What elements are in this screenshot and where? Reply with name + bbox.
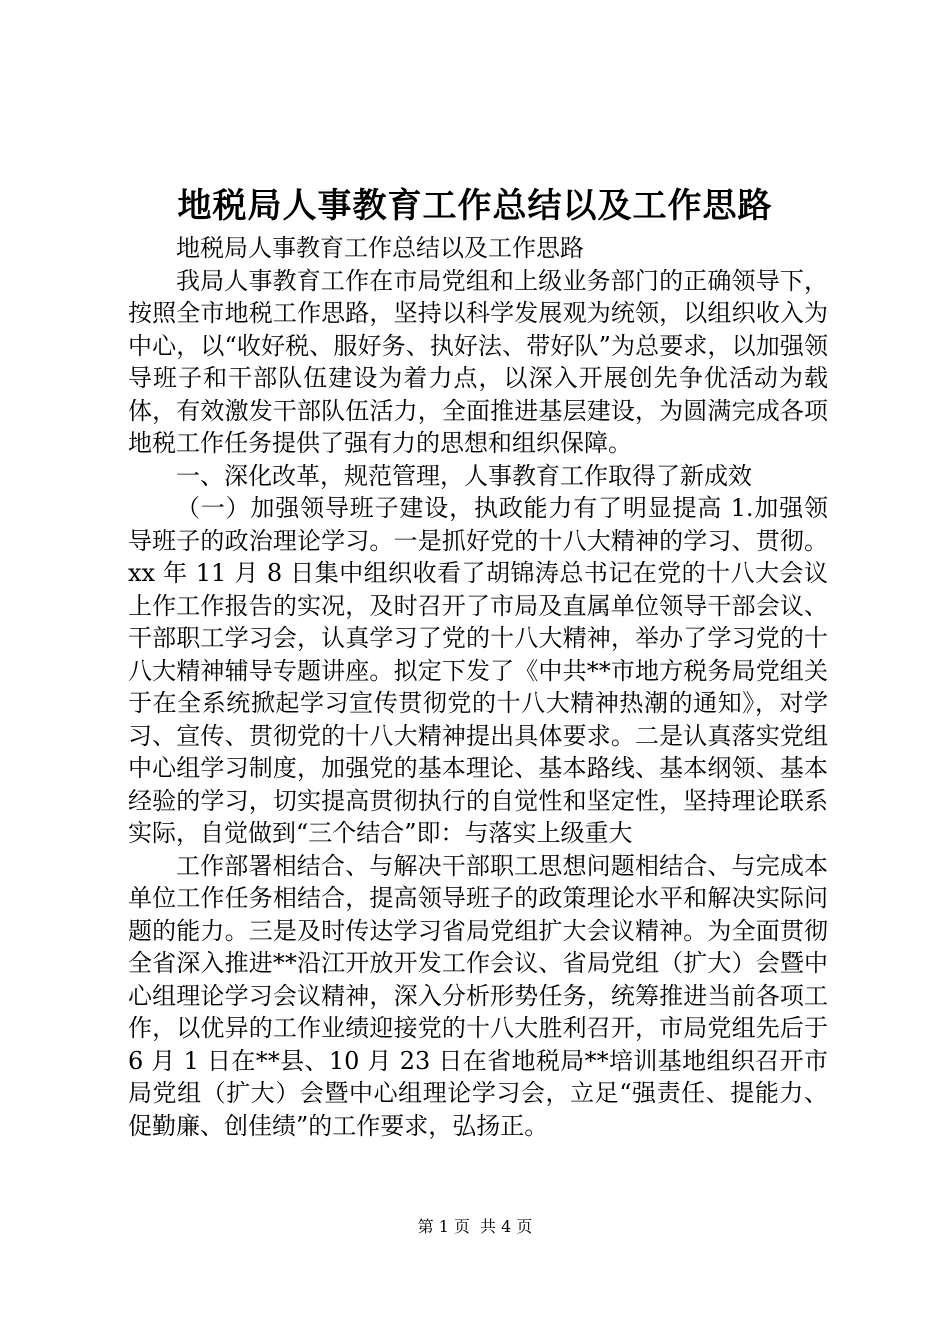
document-body xyxy=(128,232,828,1142)
intro-paragraph: 我局人事教育工作在市局党组和上级业务部门的正确领导下，按照全市地税工作思路，坚持以科学发展观为统领，以组织收入为中心，以“收好税、服好务、执好法、带好队”为总要求，以加强领导班子和干部队伍建设为着力点，以深入开展创先争优活动为载体，有效激发干部队伍活力，全面推进基层建设，为圆满完成各项地税工作任务提供了强有力的思想和组织保障。 xyxy=(128,266,828,457)
document-title: 地税局人事教育工作总结以及工作思路 xyxy=(177,186,773,226)
body-paragraph: （一）加强领导班子建设，执政能力有了明显提高 1.加强领导班子的政治理论学习。一是抓好党的十八大精神的学习、贯彻。xx 年 11 月 8 日集中组织收看了胡锦涛总书记在党的十八大会议上作工作报告的实况，及时召开了市局及直属单位领导干部会议、干部职工学习会，认真学习了党的十八大精神，举办了学习党的十八大精神辅导专题讲座。拟定下发了《中共**市地方税务局党组关于在全系统掀起学习宣传贯彻党的十八大精神热潮的通知》，对学习、宣传、贯彻党的十八大精神提出具体要求。二是认真落实党组中心组学习制度，加强党的基本理论、基本路线、基本纲领、基本经验的学习，切实提高贯彻执行的自觉性和坚定性，坚持理论联系实际，自觉做到“三个结合”即：与落实上级重大 xyxy=(128,494,828,847)
subtitle-paragraph: 地税局人事教育工作总结以及工作思路 xyxy=(176,234,584,262)
page-total: 共 4 页 xyxy=(480,1217,533,1236)
section-heading: 一、深化改革，规范管理，人事教育工作取得了新成效 xyxy=(176,461,752,490)
page-number: 第 1 页 xyxy=(417,1217,470,1236)
body-paragraph: 工作部署相结合、与解决干部职工思想问题相结合、与完成本单位工作任务相结合，提高领导班子的政策理论水平和解决实际问题的能力。三是及时传达学习省局党组扩大会议精神。为全面贯彻全省深入推进**沿江开放开发工作会议、省局党组（扩大）会暨中心组理论学习会议精神，深入分析形势任务，统筹推进当前各项工作，以优异的工作业绩迎接党的十八大胜利召开，市局党组先后于 6 月 1 日在**县、10 月 23 日在省地税局**培训基地组织召开市局党组（扩大）会暨中心组理论学习会，立足“强责任、提能力、促勤廉、创佳绩”的工作要求，弘扬正。 xyxy=(128,851,828,1140)
page-footer xyxy=(0,1216,950,1238)
